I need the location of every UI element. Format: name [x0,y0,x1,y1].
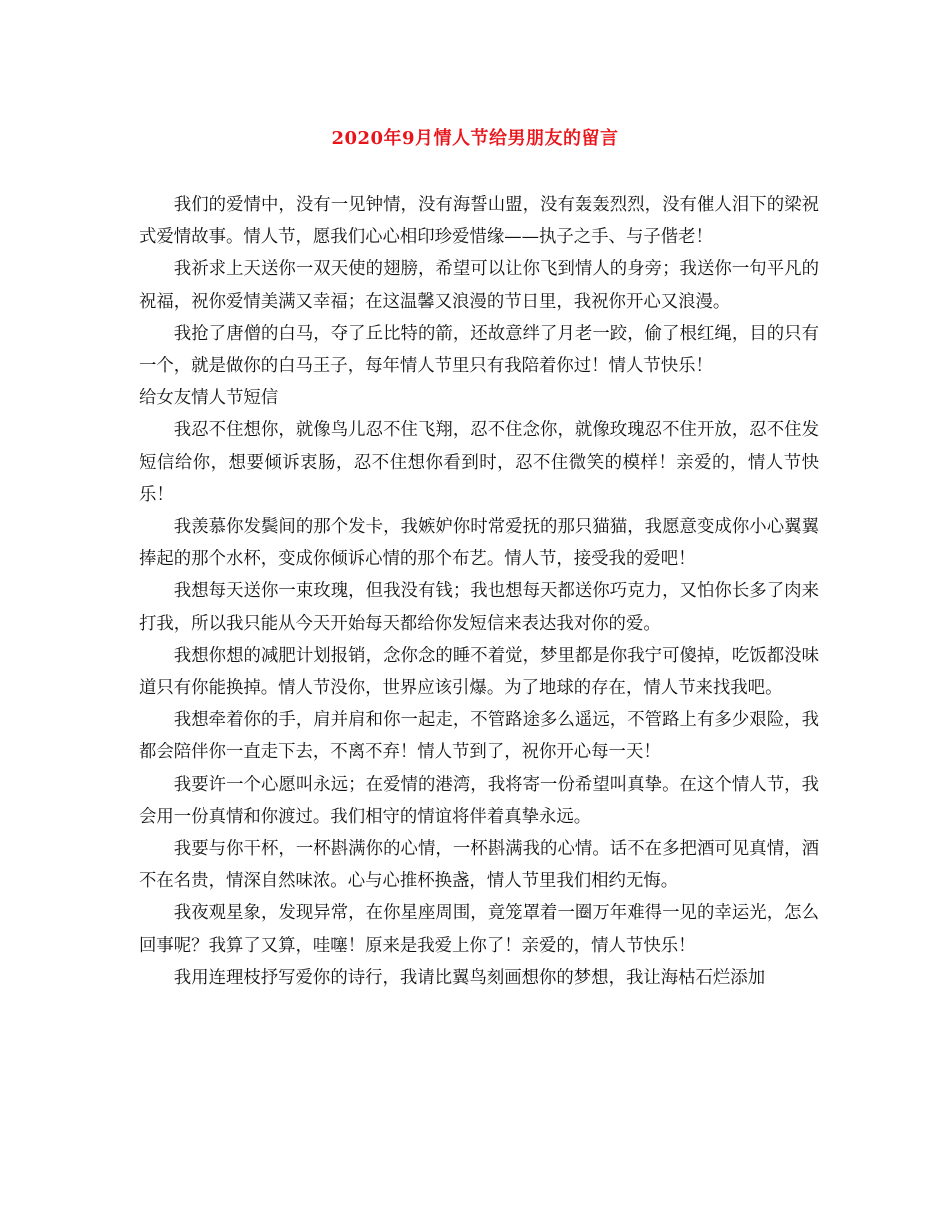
paragraph: 我想你想的减肥计划报销，念你念的睡不着觉，梦里都是你我宁可傻掉，吃饭都没味道只有你能换掉。情人节没你，世界应该引爆。为了地球的存在，情人节来找我吧。 [139,645,819,699]
paragraph: 我夜观星象，发现异常，在你星座周围，竟笼罩着一圈万年难得一见的幸运光，怎么回事呢？我算了又算，哇噻！原来是我爱上你了！亲爱的，情人节快乐！ [139,903,819,956]
paragraph: 我祈求上天送你一双天使的翅膀，希望可以让你飞到情人的身旁；我送你一句平凡的祝福，祝你爱情美满又幸福；在这温馨又浪漫的节日里，我祝你开心又浪漫。 [139,259,819,312]
paragraph: 我忍不住想你，就像鸟儿忍不住飞翔，忍不住念你，就像玫瑰忍不住开放，忍不住发短信给你，想要倾诉衷肠，忍不住想你看到时，忍不住微笑的模样！亲爱的，情人节快乐！ [139,420,819,505]
paragraph: 我想每天送你一束玫瑰，但我没有钱；我也想每天都送你巧克力，又怕你长多了肉来打我，所以我只能从今天开始每天都给你发短信来表达我对你的爱。 [139,581,819,634]
document-title: 2020年9月情人节给男朋友的留言 [331,128,619,149]
section-heading: 给女友情人节短信 [139,388,279,409]
paragraph: 我抢了唐僧的白马，夺了丘比特的箭，还故意绊了月老一跤，偷了根红绳，目的只有一个，就是做你的白马王子，每年情人节里只有我陪着你过！情人节快乐！ [139,323,819,377]
paragraph: 我要与你干杯，一杯斟满你的心情，一杯斟满我的心情。话不在多把酒可见真情，酒不在名贵，情深自然味浓。心与心推杯换盏，情人节里我们相约无悔。 [139,839,819,892]
document-body [139,189,819,994]
paragraph: 我想牵着你的手，肩并肩和你一起走，不管路途多么遥远，不管路上有多少艰险，我都会陪伴你一直走下去，不离不弃！情人节到了，祝你开心每一天！ [139,710,819,763]
paragraph: 我羡慕你发鬓间的那个发卡，我嫉妒你时常爱抚的那只猫猫，我愿意变成你小心翼翼捧起的那个水杯，变成你倾诉心情的那个布艺。情人节，接受我的爱吧！ [139,517,819,570]
paragraph: 我要许一个心愿叫永远；在爱情的港湾，我将寄一份希望叫真挚。在这个情人节，我会用一份真情和你渡过。我们相守的情谊将伴着真挚永远。 [139,774,819,827]
paragraph: 我用连理枝抒写爱你的诗行，我请比翼鸟刻画想你的梦想，我让海枯石烂添加 [173,967,766,988]
paragraph: 我们的爱情中，没有一见钟情，没有海誓山盟，没有轰轰烈烈，没有催人泪下的梁祝式爱情故事。情人节，愿我们心心相印珍爱惜缘——执子之手、与子偕老！ [139,195,819,248]
